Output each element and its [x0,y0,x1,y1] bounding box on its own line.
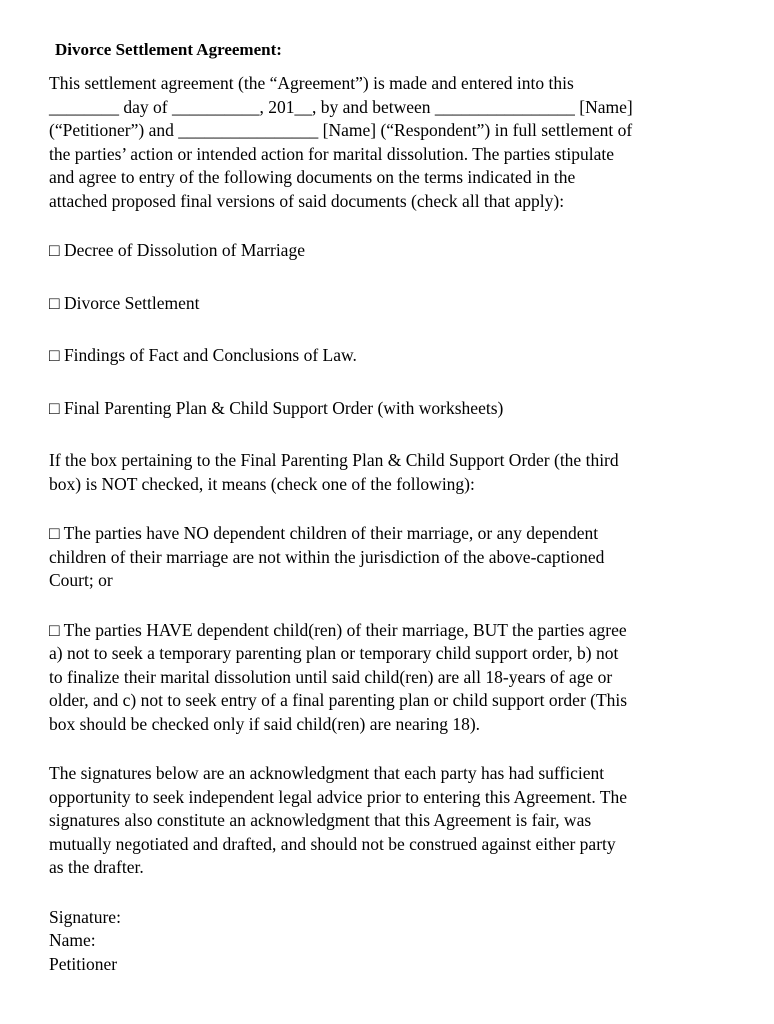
option-decree-of-dissolution[interactable]: □ Decree of Dissolution of Marriage [49,240,305,260]
have-dependent-line: a) not to seek a temporary parenting plan or temporary child support order, b) not [49,643,619,663]
have-dependent-line: □ The parties HAVE dependent child(ren) of their marriage, BUT the parties agree [49,619,627,640]
intro-paragraph [49,72,739,213]
signatures-line: as the drafter. [49,857,144,877]
option-final-parenting-plan[interactable]: □ Final Parenting Plan & Child Support Order (with worksheets) [49,397,504,418]
if-not-checked-line: If the box pertaining to the Final Parenting Plan & Child Support Order (the third [49,450,619,470]
petitioner-role-label: Petitioner [49,953,118,974]
name-label: Name: [49,930,96,950]
have-dependent-line: to finalize their marital dissolution until said child(ren) are all 18-years of age or [49,666,613,687]
signatures-line: mutually negotiated and drafted, and should not be construed against either party [49,833,616,854]
option-findings-of-fact[interactable]: □ Findings of Fact and Conclusions of Law. [49,345,357,365]
signatures-paragraph [49,762,739,880]
intro-line: This settlement agreement (the “Agreement”) is made and entered into this [49,73,574,93]
option-no-dependent-children[interactable] [49,522,739,593]
option-divorce-settlement[interactable]: □ Divorce Settlement [49,292,200,313]
no-dependent-line: □ The parties have NO dependent children of their marriage, or any dependent [49,523,599,543]
signatures-line: The signatures below are an acknowledgment that each party has had sufficient [49,763,605,783]
intro-line: and agree to entry of the following documents on the terms indicated in the [49,167,576,187]
intro-line: (“Petitioner”) and ________________ [Name] (“Respondent”) in full settlement of [49,120,633,140]
signature-label: Signature: [49,906,121,927]
signatures-line: signatures also constitute an acknowledgment that this Agreement is fair, was [49,810,592,830]
if-not-checked-line: box) is NOT checked, it means (check one of the following): [49,473,475,494]
no-dependent-line: children of their marriage are not within the jurisdiction of the above-captioned [49,546,605,567]
document-title: Divorce Settlement Agreement: [55,40,282,59]
option-have-dependent-children[interactable] [49,619,739,737]
if-not-checked-paragraph [49,449,739,496]
have-dependent-line: older, and c) not to seek entry of a final parenting plan or child support order (This [49,690,628,710]
document-page [49,38,739,976]
intro-line: ________ day of __________, 201__, by and between ________________ [Name] [49,96,633,117]
have-dependent-line: box should be checked only if said child(ren) are nearing 18). [49,713,481,734]
intro-line: the parties’ action or intended action for marital dissolution. The parties stipulate [49,143,615,164]
no-dependent-line: Court; or [49,570,113,590]
intro-line: attached proposed final versions of said documents (check all that apply): [49,190,565,211]
signature-block [49,906,739,977]
signatures-line: opportunity to seek independent legal advice prior to entering this Agreement. The [49,786,627,807]
